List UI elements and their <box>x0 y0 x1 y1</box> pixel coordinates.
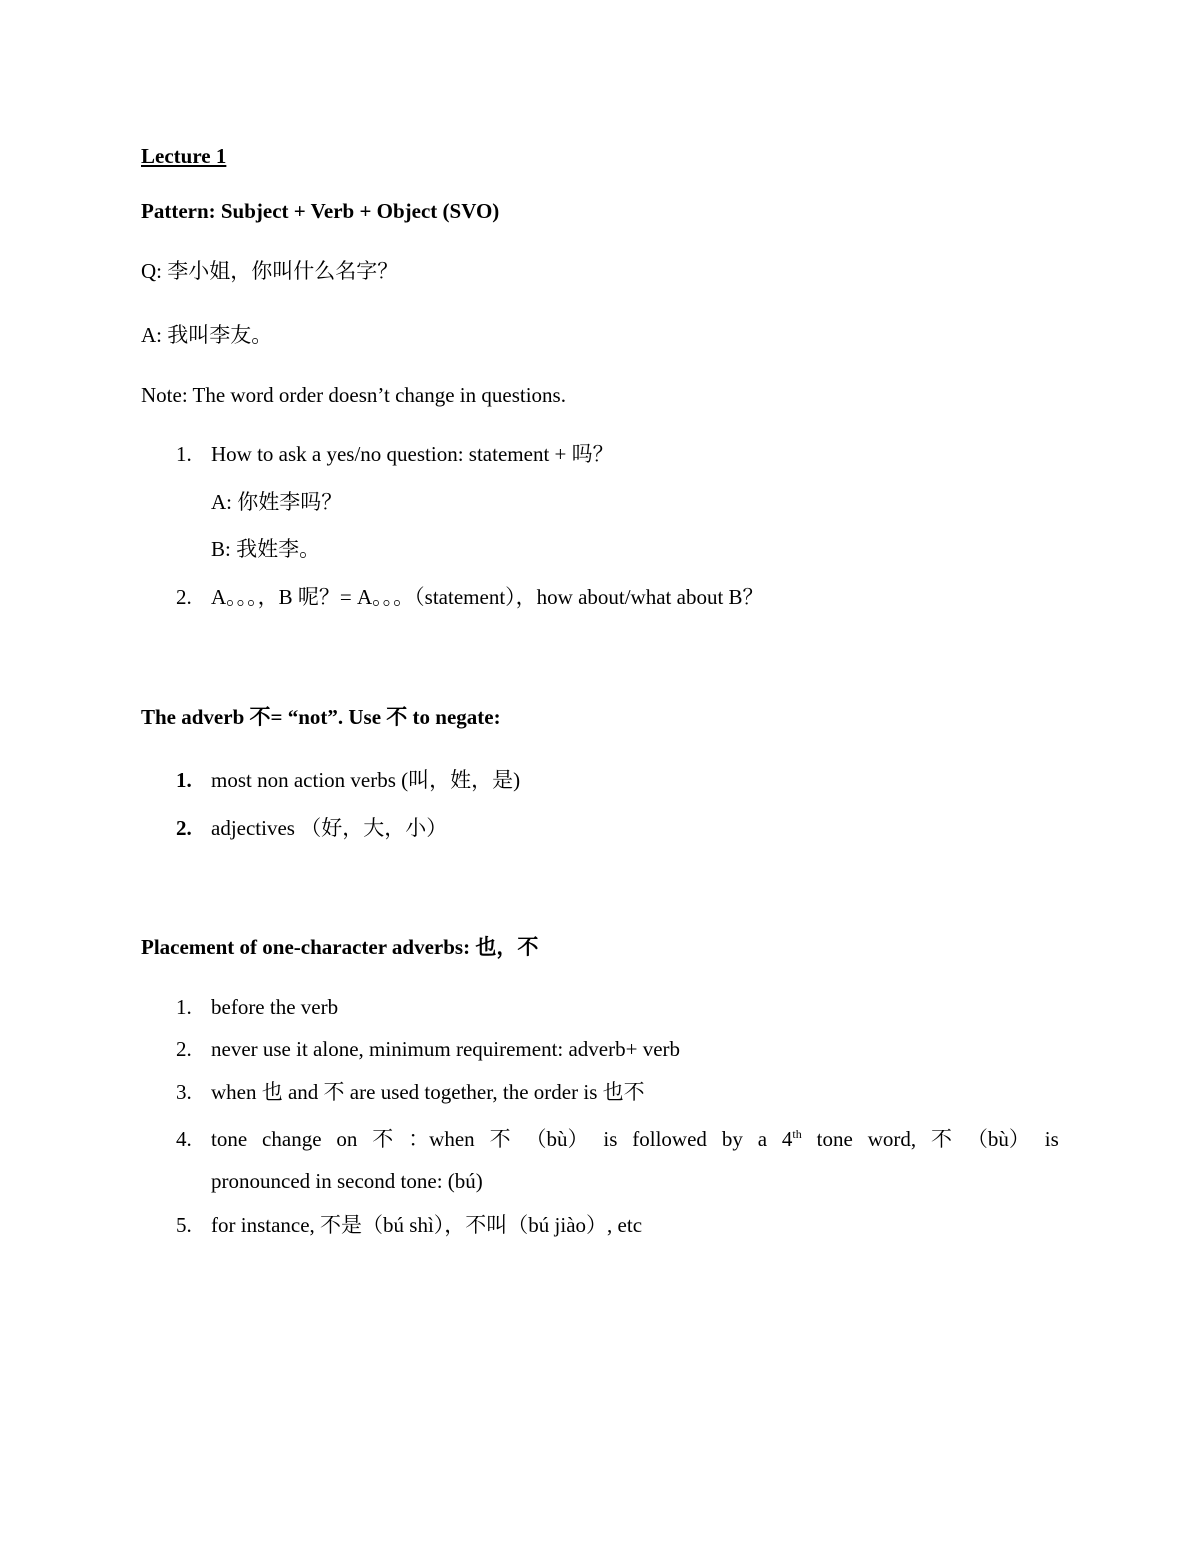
ordinal-suffix: th <box>792 1127 802 1141</box>
example-line: B: 我姓李。 <box>211 537 321 561</box>
list-item: How to ask a yes/no question: statement + 吗？ <box>211 442 614 466</box>
list-item: never use it alone, minimum requirement: adverb+ verb <box>211 1037 681 1061</box>
word: is <box>1044 1127 1059 1151</box>
list-item: when 也 and 不 are used together, the order is 也不 <box>211 1080 645 1104</box>
list-number: 5. <box>176 1213 192 1237</box>
pattern-heading: Pattern: Subject + Verb + Object (SVO) <box>141 199 500 223</box>
note-text: Note: The word order doesn’t change in questions. <box>141 383 566 407</box>
word: on <box>336 1127 358 1151</box>
ordinal <box>782 1124 802 1154</box>
word: 不 <box>372 1127 394 1151</box>
dialogue-answer: A: 我叫李友。 <box>141 323 273 347</box>
list-item: A。。。，B 呢？= A。。。（statement），how about/what about B？ <box>211 585 764 609</box>
list-item: for instance, 不是（bú shì），不叫（bú jiào）, etc <box>211 1213 643 1237</box>
word: （bù） <box>966 1127 1030 1151</box>
list-item-justified <box>211 1124 1059 1154</box>
word: （bù） <box>525 1127 589 1151</box>
placement-heading: Placement of one-character adverbs: 也，不 <box>141 935 539 959</box>
list-item: adjectives （好，大，小） <box>211 816 448 840</box>
list-number: 4. <box>176 1127 192 1151</box>
word: is <box>603 1127 618 1151</box>
list-item: before the verb <box>211 995 339 1019</box>
word: ：when <box>408 1127 475 1151</box>
word: change <box>262 1127 322 1151</box>
negation-heading: The adverb 不= “not”. Use 不 to negate: <box>141 705 501 729</box>
ordinal-number: 4 <box>781 1127 793 1151</box>
word: word, <box>867 1127 917 1151</box>
dialogue-question: Q: 李小姐，你叫什么名字？ <box>141 259 399 283</box>
word: by <box>721 1127 743 1151</box>
list-number: 2. <box>176 816 192 840</box>
word: followed <box>632 1127 707 1151</box>
word: 不 <box>489 1127 511 1151</box>
list-number: 2. <box>176 585 192 609</box>
list-number: 1. <box>176 768 192 792</box>
list-item: most non action verbs (叫，姓，是) <box>211 768 521 792</box>
list-item-continuation: pronounced in second tone: (bú) <box>211 1169 483 1193</box>
word: tone <box>816 1127 853 1151</box>
word: a <box>757 1127 768 1151</box>
list-number: 1. <box>176 995 192 1019</box>
list-number: 2. <box>176 1037 192 1061</box>
list-number: 3. <box>176 1080 192 1104</box>
example-line: A: 你姓李吗？ <box>211 490 343 514</box>
word: tone <box>211 1127 248 1151</box>
list-number: 1. <box>176 442 192 466</box>
word: 不 <box>931 1127 953 1151</box>
lecture-title: Lecture 1 <box>141 144 227 168</box>
